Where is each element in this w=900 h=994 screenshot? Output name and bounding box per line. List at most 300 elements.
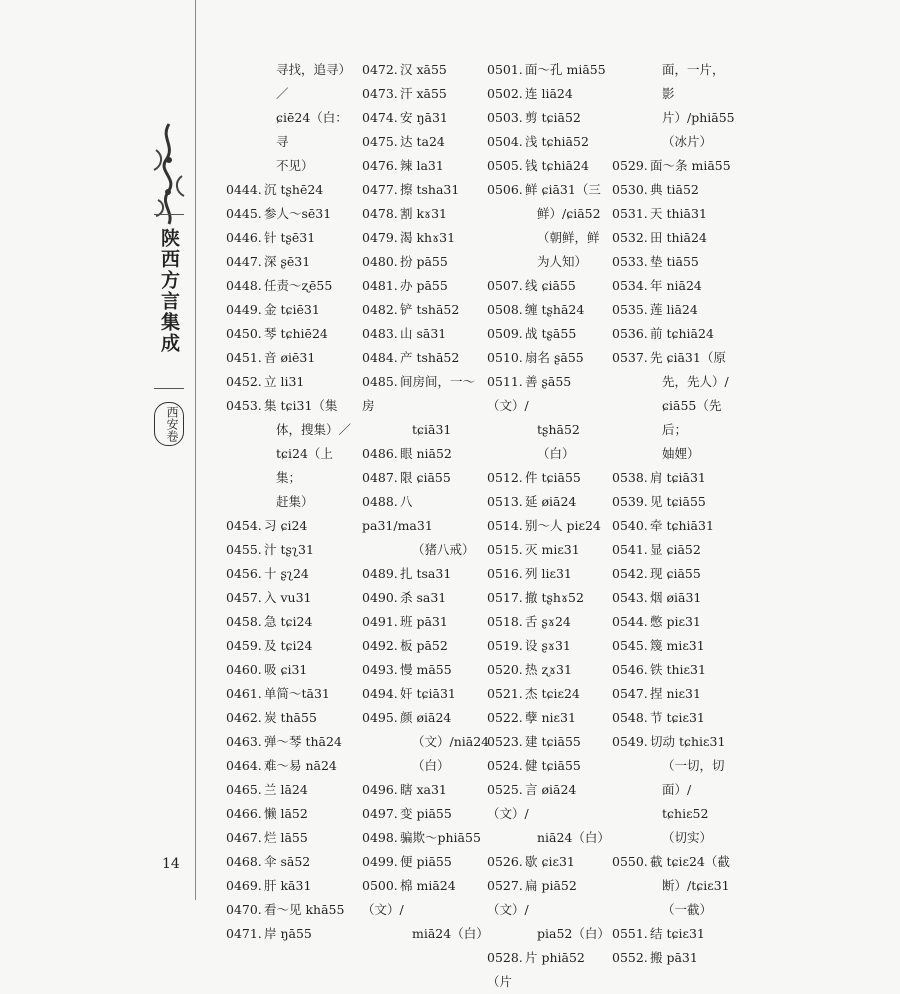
dictionary-entry: [362, 298, 484, 322]
entry-number: 0467.: [226, 830, 262, 845]
entry-number: 0541.: [612, 542, 648, 557]
entry-number: 0458.: [226, 614, 262, 629]
entry-text: 扮 pā55: [400, 254, 448, 269]
dictionary-entry: [487, 754, 609, 778]
entry-text: 搬 pā31: [650, 950, 698, 965]
sidebar-divider: [154, 214, 184, 215]
entry-number: 0480.: [362, 254, 398, 269]
entry-number: 0545.: [612, 638, 648, 653]
dictionary-entry: [226, 250, 354, 274]
entry-continuation: （一切，切面）/: [662, 758, 725, 797]
dictionary-entry: [226, 346, 354, 370]
dictionary-entry: [226, 874, 354, 898]
dictionary-entry: [612, 658, 732, 682]
entry-number: 0460.: [226, 662, 262, 677]
entry-number: 0532.: [612, 230, 648, 245]
entry-number: 0496.: [362, 782, 398, 797]
entry-continuation: 妯娌）: [662, 446, 700, 461]
entry-text: 吸 ɕi31: [264, 662, 308, 677]
entry-text: 捏 niɛ31: [650, 686, 701, 701]
dictionary-entry: [612, 322, 732, 346]
dictionary-entry: [362, 490, 484, 562]
entry-column-2: [362, 58, 490, 946]
entry-text: 切动 tɕhiɛ31: [650, 734, 726, 749]
dictionary-entry: [487, 706, 609, 730]
dictionary-entry: [487, 322, 609, 346]
dictionary-entry: [487, 682, 609, 706]
entry-text: 入 vu31: [264, 590, 312, 605]
ornament-icon: [148, 120, 190, 240]
entry-text: 兰 lā24: [264, 782, 308, 797]
entry-continuation: 鲜）/ɕiā52: [537, 206, 601, 221]
entry-text: 渴 khɤ31: [400, 230, 456, 245]
entry-text: 产 tshā52: [400, 350, 460, 365]
entry-number: 0493.: [362, 662, 398, 677]
dictionary-entry: [362, 610, 484, 634]
dictionary-entry: [487, 946, 609, 994]
dictionary-entry: [362, 682, 484, 706]
entry-text: 田 thiā24: [650, 230, 707, 245]
dictionary-entry: [612, 466, 732, 490]
dictionary-entry: [612, 298, 732, 322]
entry-continuation: 片）/phiā55: [662, 110, 735, 125]
entry-text: 杀 sa31: [400, 590, 447, 605]
entry-number: 0530.: [612, 182, 648, 197]
entry-number: 0506.: [487, 182, 523, 197]
dictionary-entry: [612, 706, 732, 730]
entry-continuation: 寻找，追寻）／: [276, 62, 352, 101]
entry-number: 0528.: [487, 950, 523, 965]
entry-text: 达 ta24: [400, 134, 445, 149]
entry-number: 0501.: [487, 62, 523, 77]
entry-number: 0485.: [362, 374, 398, 389]
entry-number: 0474.: [362, 110, 398, 125]
entry-number: 0450.: [226, 326, 262, 341]
entry-number: 0520.: [487, 662, 523, 677]
dictionary-entry: [226, 706, 354, 730]
entry-number: 0446.: [226, 230, 262, 245]
dictionary-entry: [226, 610, 354, 634]
dictionary-entry: [362, 634, 484, 658]
dictionary-entry: [362, 562, 484, 586]
entry-continuation: （文）/niā24: [412, 734, 490, 749]
dictionary-entry: [487, 874, 609, 946]
dictionary-entry: [487, 346, 609, 370]
entry-text: 杰 tɕiɛ24: [525, 686, 580, 701]
entry-text: 现 ɕiā55: [650, 566, 701, 581]
dictionary-entry: [612, 154, 732, 178]
entry-continuation: 不见）: [276, 158, 314, 173]
entry-number: 0537.: [612, 350, 648, 365]
dictionary-entry: [612, 850, 732, 922]
dictionary-entry: [226, 274, 354, 298]
entry-text: 铁 thiɛ31: [650, 662, 706, 677]
entry-continuation: （冰片）: [662, 134, 713, 149]
entry-number: 0514.: [487, 518, 523, 533]
entry-text: 限 ɕiā55: [400, 470, 451, 485]
page-rule: [195, 0, 196, 900]
dictionary-entry: [226, 322, 354, 346]
entry-text: 件 tɕiā55: [525, 470, 581, 485]
entry-number: 0491.: [362, 614, 398, 629]
entry-number: 0526.: [487, 854, 523, 869]
entry-text: 难～易 nā24: [264, 758, 337, 773]
entry-number: 0468.: [226, 854, 262, 869]
entry-text: 弹～琴 thā24: [264, 734, 342, 749]
dictionary-entry: [487, 274, 609, 298]
entry-text: 及 tɕi24: [264, 638, 313, 653]
dictionary-entry: [226, 802, 354, 826]
dictionary-entry: [487, 562, 609, 586]
dictionary-entry: [612, 514, 732, 538]
entry-number: 0461.: [226, 686, 262, 701]
entry-number: 0502.: [487, 86, 523, 101]
entry-text: 缠 tʂhā24: [525, 302, 585, 317]
entry-number: 0524.: [487, 758, 523, 773]
entry-text: 参人～sē31: [264, 206, 332, 221]
entry-text: 战 tʂā55: [525, 326, 577, 341]
entry-number: 0503.: [487, 110, 523, 125]
entry-number: 0525.: [487, 782, 523, 797]
entry-number: 0445.: [226, 206, 262, 221]
dictionary-entry: [612, 490, 732, 514]
entry-number: 0483.: [362, 326, 398, 341]
dictionary-entry: [487, 466, 609, 490]
entry-text: 莲 liā24: [650, 302, 698, 317]
dictionary-entry: [612, 946, 732, 970]
entry-text: 立 li31: [264, 374, 305, 389]
volume-badge: 西安卷: [154, 402, 184, 446]
entry-number: 0523.: [487, 734, 523, 749]
entry-number: 0508.: [487, 302, 523, 317]
entry-text: 铲 tshā52: [400, 302, 460, 317]
entry-text: 连 liā24: [525, 86, 573, 101]
entry-number: 0444.: [226, 182, 262, 197]
entry-text: 山 sā31: [400, 326, 447, 341]
dictionary-entry: [612, 610, 732, 634]
dictionary-entry: [362, 442, 484, 466]
dictionary-entry: [226, 658, 354, 682]
dictionary-entry: [226, 850, 354, 874]
entry-number: 0451.: [226, 350, 262, 365]
dictionary-entry: [362, 58, 484, 82]
entry-text: 瞎 xa31: [400, 782, 447, 797]
entry-column-4: [612, 58, 735, 970]
entry-continuation: 赶集）: [276, 494, 314, 509]
dictionary-entry: [612, 634, 732, 658]
entry-text: 结 tɕiɛ31: [650, 926, 705, 941]
dictionary-entry: [362, 250, 484, 274]
dictionary-entry: [226, 634, 354, 658]
entry-text: 扇名 ʂā55: [525, 350, 584, 365]
entry-number: 0476.: [362, 158, 398, 173]
entry-number: 0499.: [362, 854, 398, 869]
dictionary-entry: [362, 346, 484, 370]
sidebar-divider: [154, 388, 184, 389]
entry-text: 善 ʂā55（文）/: [487, 374, 572, 413]
entry-number: 0527.: [487, 878, 523, 893]
entry-number: 0470.: [226, 902, 262, 917]
entry-text: 岸 ŋā55: [264, 926, 312, 941]
entry-text: 便 piā55: [400, 854, 452, 869]
entry-text: 变 piā55: [400, 806, 452, 821]
entry-text: 牵 tɕhiā31: [650, 518, 714, 533]
dictionary-entry: [487, 538, 609, 562]
dictionary-entry: [226, 514, 354, 538]
entry-number: 0495.: [362, 710, 398, 725]
dictionary-entry: [362, 274, 484, 298]
entry-text: 歇 ɕiɛ31: [525, 854, 575, 869]
dictionary-entry: [612, 58, 735, 154]
dictionary-entry: [362, 826, 484, 850]
entry-column-1: [226, 58, 354, 946]
entry-number: 0509.: [487, 326, 523, 341]
entry-number: 0473.: [362, 86, 398, 101]
dictionary-entry: [226, 586, 354, 610]
entry-number: 0487.: [362, 470, 398, 485]
entry-number: 0492.: [362, 638, 398, 653]
dictionary-entry: [612, 538, 732, 562]
entry-continuation: 面，一片，影: [662, 62, 725, 101]
entry-text: 设 ʂɤ31: [525, 638, 571, 653]
entry-text: 线 ɕiā55: [525, 278, 576, 293]
dictionary-entry: [226, 226, 354, 250]
entry-text: 急 tɕi24: [264, 614, 313, 629]
dictionary-entry: [362, 802, 484, 826]
entry-number: 0457.: [226, 590, 262, 605]
dictionary-entry: [487, 298, 609, 322]
entry-continuation: miā24（白）: [412, 926, 489, 941]
dictionary-entry: [487, 610, 609, 634]
dictionary-entry: [612, 226, 732, 250]
entry-number: 0481.: [362, 278, 398, 293]
entry-number: 0486.: [362, 446, 398, 461]
entry-text: 截 tɕiɛ24（截: [650, 854, 730, 869]
entry-number: 0548.: [612, 710, 648, 725]
entry-continuation: tɕhiɛ52（切实）: [662, 806, 713, 845]
entry-text: 汗 xā55: [400, 86, 447, 101]
entry-text: 奸 tɕiā31: [400, 686, 456, 701]
entry-number: 0510.: [487, 350, 523, 365]
entry-text: 安 ŋā31: [400, 110, 448, 125]
dictionary-entry: [487, 658, 609, 682]
entry-number: 0519.: [487, 638, 523, 653]
entry-text: 别～人 piɛ24: [525, 518, 601, 533]
dictionary-entry: [487, 154, 609, 178]
dictionary-entry: [362, 658, 484, 682]
entry-number: 0456.: [226, 566, 262, 581]
entry-text: 面～孔 miā55: [525, 62, 606, 77]
entry-number: 0469.: [226, 878, 262, 893]
dictionary-entry: [612, 730, 732, 850]
entry-text: 颜 øiā24: [400, 710, 452, 725]
entry-continuation: niā24（白）: [537, 830, 610, 845]
dictionary-entry: [612, 586, 732, 610]
entry-text: 集 tɕi31（集: [264, 398, 338, 413]
dictionary-entry: [226, 370, 354, 394]
entry-number: 0505.: [487, 158, 523, 173]
dictionary-entry: [487, 58, 609, 82]
entry-text: 扎 tsa31: [400, 566, 452, 581]
entry-number: 0475.: [362, 134, 398, 149]
dictionary-entry: [226, 778, 354, 802]
dictionary-entry: [362, 874, 489, 946]
entry-number: 0459.: [226, 638, 262, 653]
entry-continuation: 断）/tɕiɛ31: [662, 878, 730, 893]
entry-text: 前 tɕhiā24: [650, 326, 714, 341]
entry-number: 0449.: [226, 302, 262, 317]
dictionary-entry: [226, 826, 354, 850]
entry-continuation: （猪八戒）: [412, 542, 475, 557]
dictionary-entry: [226, 562, 354, 586]
entry-number: 0507.: [487, 278, 523, 293]
entry-number: 0516.: [487, 566, 523, 581]
dictionary-entry: [226, 178, 354, 202]
dictionary-entry: [487, 514, 609, 538]
entry-text: 面～条 miā55: [650, 158, 731, 173]
entry-text: 见 tɕiā55: [650, 494, 706, 509]
entry-number: 0463.: [226, 734, 262, 749]
entry-number: 0538.: [612, 470, 648, 485]
dictionary-entry: [362, 466, 484, 490]
dictionary-entry: [487, 82, 609, 106]
dictionary-entry: [362, 178, 484, 202]
dictionary-entry: [362, 130, 484, 154]
entry-text: 浅 tɕhiā52: [525, 134, 589, 149]
entry-text: 汉 xā55: [400, 62, 447, 77]
entry-number: 0512.: [487, 470, 523, 485]
entry-text: 鲜 ɕiā31（三: [525, 182, 601, 197]
entry-text: 扁 piā52（文）/: [487, 878, 577, 917]
entry-text: 汁 tʂʅ31: [264, 542, 314, 557]
dictionary-entry: [226, 922, 354, 946]
dictionary-entry: [226, 202, 354, 226]
entry-number: 0521.: [487, 686, 523, 701]
entry-number: 0529.: [612, 158, 648, 173]
entry-text: 班 pā31: [400, 614, 448, 629]
dictionary-entry: [362, 226, 484, 250]
page-number: 14: [162, 856, 180, 872]
entry-number: 0455.: [226, 542, 262, 557]
dictionary-entry: [487, 370, 609, 466]
entry-text: 显 ɕiā52: [650, 542, 701, 557]
entry-text: 天 thiā31: [650, 206, 707, 221]
entry-number: 0452.: [226, 374, 262, 389]
entry-number: 0482.: [362, 302, 398, 317]
dictionary-entry: [487, 634, 609, 658]
entry-number: 0498.: [362, 830, 398, 845]
entry-number: 0453.: [226, 398, 262, 413]
entry-number: 0551.: [612, 926, 648, 941]
dictionary-entry: [362, 106, 484, 130]
entry-number: 0497.: [362, 806, 398, 821]
entry-text: 憋 piɛ31: [650, 614, 701, 629]
entry-text: 板 pā52: [400, 638, 448, 653]
entry-number: 0544.: [612, 614, 648, 629]
entry-number: 0464.: [226, 758, 262, 773]
entry-number: 0515.: [487, 542, 523, 557]
entry-text: 年 niā24: [650, 278, 702, 293]
dictionary-entry: [612, 346, 732, 466]
entry-number: 0552.: [612, 950, 648, 965]
entry-number: 0511.: [487, 374, 523, 389]
entry-number: 0549.: [612, 734, 648, 749]
dictionary-entry: [226, 730, 354, 754]
entry-continuation: 先，先人）/: [662, 374, 729, 389]
entry-number: 0522.: [487, 710, 523, 725]
entry-number: 0504.: [487, 134, 523, 149]
entry-number: 0535.: [612, 302, 648, 317]
entry-continuation: ɕiē24（白：寻: [276, 110, 348, 149]
entry-text: 懒 lā52: [264, 806, 308, 821]
entry-text: 沉 tʂhē24: [264, 182, 324, 197]
entry-number: 0472.: [362, 62, 398, 77]
dictionary-entry: [612, 250, 732, 274]
book-title: 陕西方言集成: [158, 228, 180, 354]
entry-text: 典 tiā52: [650, 182, 699, 197]
entry-number: 0477.: [362, 182, 398, 197]
entry-continuation: ɕiā55（先后；: [662, 398, 722, 437]
entry-number: 0478.: [362, 206, 398, 221]
entry-text: 习 ɕi24: [264, 518, 308, 533]
dictionary-entry: [362, 370, 484, 442]
entry-number: 0465.: [226, 782, 262, 797]
dictionary-entry: [487, 178, 609, 274]
dictionary-entry: [362, 706, 490, 778]
entry-text: 剪 tɕiā52: [525, 110, 581, 125]
entry-text: 辣 la31: [400, 158, 444, 173]
dictionary-entry: [226, 538, 354, 562]
dictionary-entry: [487, 586, 609, 610]
entry-text: 钱 tɕhiā24: [525, 158, 589, 173]
entry-number: 0488.: [362, 494, 398, 509]
entry-number: 0490.: [362, 590, 398, 605]
dictionary-entry: [487, 850, 609, 874]
entry-text: 先 ɕiā31（原: [650, 350, 726, 365]
dictionary-entry: [362, 82, 484, 106]
entry-text: 言 øiā24（文）/: [487, 782, 577, 821]
entry-text: 单简～tā31: [264, 686, 330, 701]
dictionary-entry: [612, 274, 732, 298]
entry-text: 琴 tɕhiē24: [264, 326, 328, 341]
entry-text: 任责～ʐē55: [264, 278, 333, 293]
dictionary-entry: [362, 778, 484, 802]
entry-number: 0518.: [487, 614, 523, 629]
entry-number: 0534.: [612, 278, 648, 293]
entry-text: 热 ʐɤ31: [525, 662, 572, 677]
entry-number: 0489.: [362, 566, 398, 581]
entry-number: 0448.: [226, 278, 262, 293]
entry-text: 伞 sā52: [264, 854, 311, 869]
entry-text: 擦 tsha31: [400, 182, 460, 197]
dictionary-entry: [487, 778, 609, 850]
entry-number: 0513.: [487, 494, 523, 509]
dictionary-entry: [362, 586, 484, 610]
entry-continuation: （白）: [412, 758, 450, 773]
entry-text: 建 tɕiā55: [525, 734, 581, 749]
entry-number: 0542.: [612, 566, 648, 581]
entry-number: 0536.: [612, 326, 648, 341]
entry-text: 垫 tiā55: [650, 254, 699, 269]
dictionary-entry: [487, 130, 609, 154]
entry-number: 0531.: [612, 206, 648, 221]
entry-text: 片 phiā52（片: [487, 950, 585, 989]
entry-text: 节 tɕiɛ31: [650, 710, 705, 725]
dictionary-entry: [612, 178, 732, 202]
dictionary-entry: [612, 562, 732, 586]
entry-number: 0479.: [362, 230, 398, 245]
entry-text: 灭 miɛ31: [525, 542, 580, 557]
